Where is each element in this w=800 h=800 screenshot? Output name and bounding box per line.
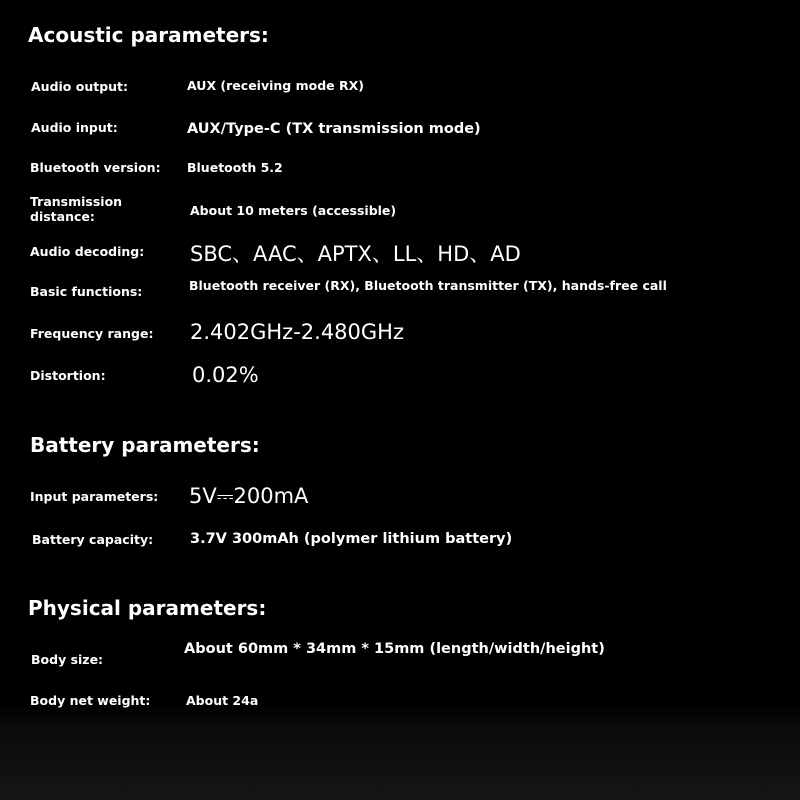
basic-functions-label: Basic functions: [30,284,143,299]
body-size-label: Body size: [31,652,104,667]
battery-capacity-label: Battery capacity: [32,532,154,547]
physical-section-title: Physical parameters: [28,596,267,620]
audio-input-value: AUX/Type-C (TX transmission mode) [187,121,481,137]
acoustic-section-title: Acoustic parameters: [28,23,269,47]
transmission-distance-label-line1: Transmission [30,194,123,209]
distortion-label: Distortion: [30,368,106,383]
audio-input-label: Audio input: [31,120,118,135]
transmission-distance-value: About 10 meters (accessible) [190,203,397,218]
battery-section-title: Battery parameters: [30,433,260,457]
body-weight-label: Body net weight: [30,693,151,708]
input-parameters-label: Input parameters: [30,489,159,504]
basic-functions-value: Bluetooth receiver (RX), Bluetooth transmitter (TX), hands-free call [189,278,667,293]
frequency-range-value: 2.402GHz-2.480GHz [190,320,404,344]
input-parameters-value: 5V⎓200mA [189,484,309,508]
body-size-value: About 60mm * 34mm * 15mm (length/width/height) [184,641,605,657]
frequency-range-label: Frequency range: [30,326,154,341]
bluetooth-version-value: Bluetooth 5.2 [187,160,283,175]
audio-output-value: AUX (receiving mode RX) [187,78,364,93]
audio-decoding-label: Audio decoding: [30,244,145,259]
body-weight-value: About 24a [186,693,259,708]
bluetooth-version-label: Bluetooth version: [30,160,161,175]
battery-capacity-value: 3.7V 300mAh (polymer lithium battery) [190,531,513,547]
distortion-value: 0.02% [192,363,259,387]
transmission-distance-label-line2: distance: [30,209,95,224]
audio-decoding-value: SBC、AAC、APTX、LL、HD、AD [190,242,521,266]
audio-output-label: Audio output: [31,79,129,94]
